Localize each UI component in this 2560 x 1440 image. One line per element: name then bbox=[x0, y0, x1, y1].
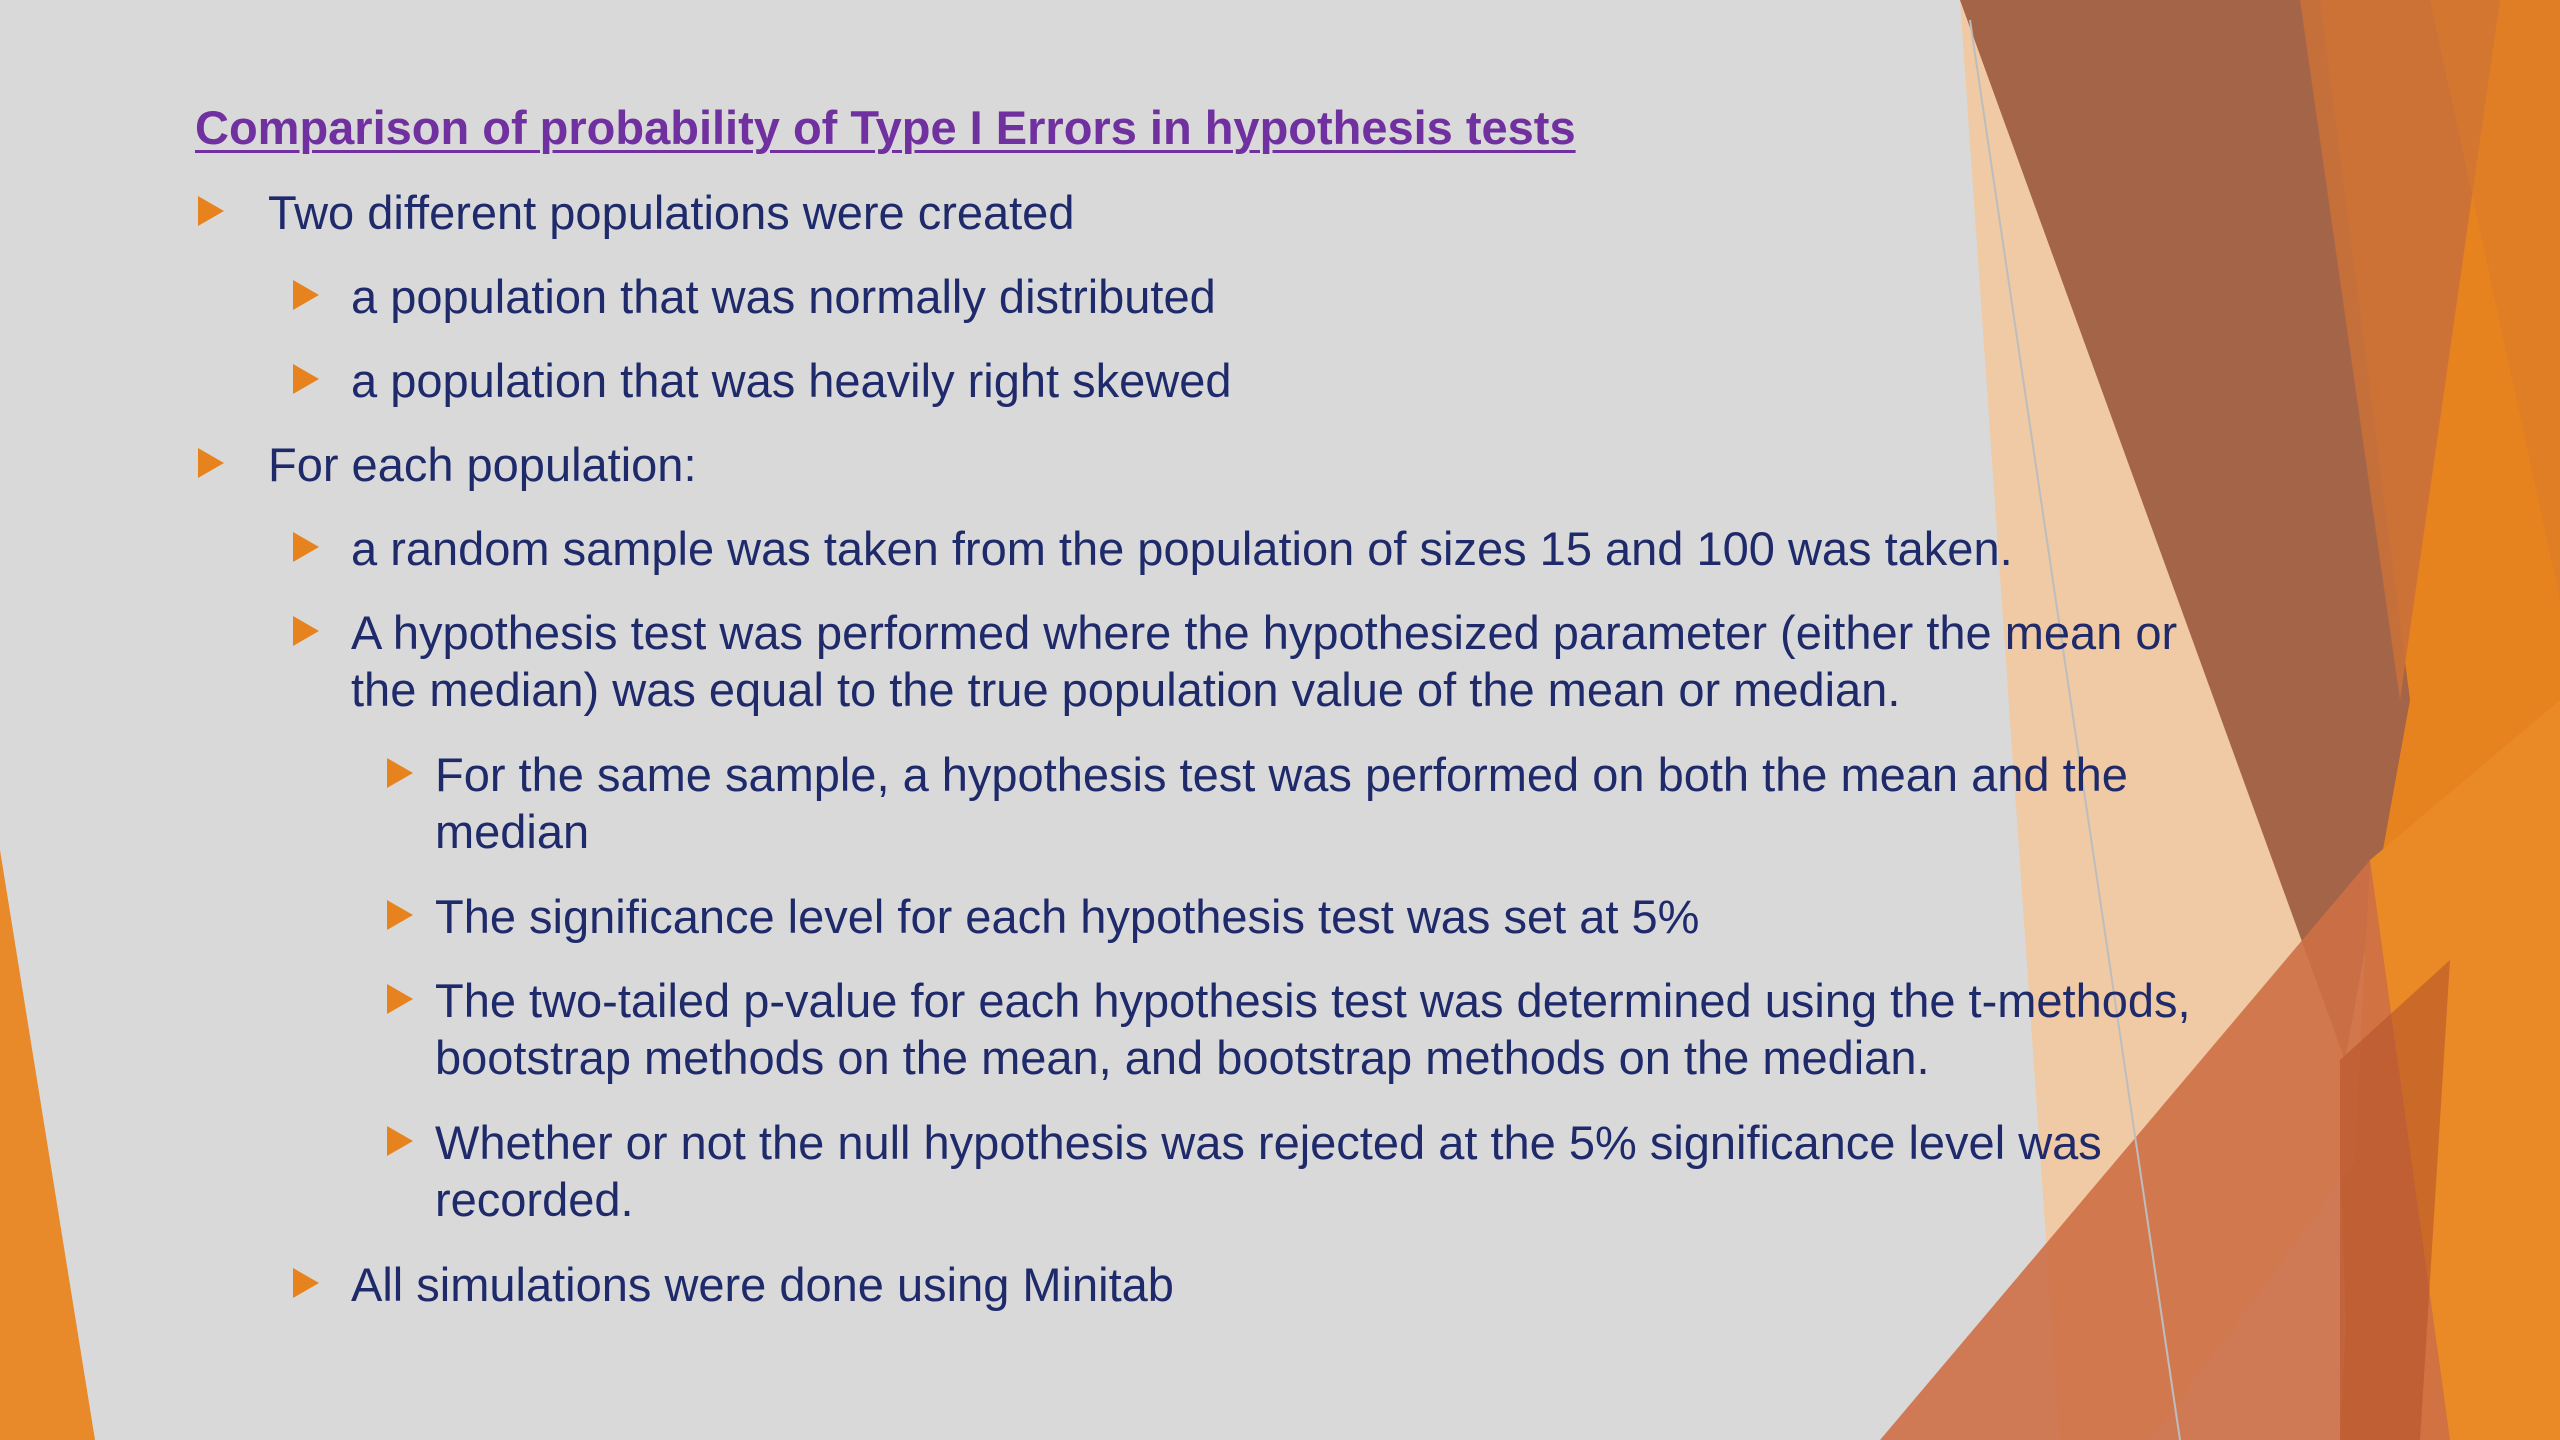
bullet-text: All simulations were done using Minitab bbox=[351, 1258, 1174, 1311]
triangle-right-icon bbox=[387, 900, 413, 930]
triangle-right-icon bbox=[387, 758, 413, 788]
bullet-item bbox=[293, 268, 1216, 325]
bullet-item bbox=[198, 184, 1074, 241]
triangle-right-icon bbox=[293, 364, 319, 394]
bullet-item bbox=[387, 972, 2247, 1086]
triangle-right-icon bbox=[293, 1268, 319, 1298]
bullet-text: Two different populations were created bbox=[268, 186, 1075, 239]
bullet-text: For the same sample, a hypothesis test was performed on both the mean and the median bbox=[435, 748, 2128, 858]
bullet-text: a random sample was taken from the population of sizes 15 and 100 was taken. bbox=[351, 522, 2013, 575]
bullet-item bbox=[293, 1256, 1174, 1313]
bullet-text: a population that was normally distributed bbox=[351, 270, 1216, 323]
triangle-right-icon bbox=[387, 1126, 413, 1156]
triangle-right-icon bbox=[293, 532, 319, 562]
bullet-text: For each population: bbox=[268, 438, 697, 491]
bullet-item bbox=[387, 888, 2207, 945]
bullet-item bbox=[293, 352, 1231, 409]
bullet-text: A hypothesis test was performed where the hypothesized parameter (either the mean or the median) was equal to the true population value of the mean or median. bbox=[351, 606, 2178, 716]
bullet-item bbox=[387, 1114, 2207, 1228]
bullet-item bbox=[387, 746, 2207, 860]
bullet-text: a population that was heavily right skewed bbox=[351, 354, 1232, 407]
triangle-right-icon bbox=[387, 984, 413, 1014]
triangle-right-icon bbox=[198, 196, 224, 226]
bullet-text: The significance level for each hypothesis test was set at 5% bbox=[435, 890, 1700, 943]
slide-title: Comparison of probability of Type I Errors in hypothesis tests bbox=[195, 101, 1576, 154]
bullet-item bbox=[293, 520, 2113, 577]
triangle-right-icon bbox=[293, 280, 319, 310]
bullet-item bbox=[198, 436, 697, 493]
bullet-text: Whether or not the null hypothesis was rejected at the 5% significance level was recorded. bbox=[435, 1116, 2102, 1226]
triangle-right-icon bbox=[198, 448, 224, 478]
bullet-item bbox=[293, 604, 2253, 718]
bullet-text: The two-tailed p-value for each hypothesis test was determined using the t-methods, bootstrap methods on the mean, and bootstrap methods on the median. bbox=[435, 974, 2191, 1084]
triangle-right-icon bbox=[293, 616, 319, 646]
